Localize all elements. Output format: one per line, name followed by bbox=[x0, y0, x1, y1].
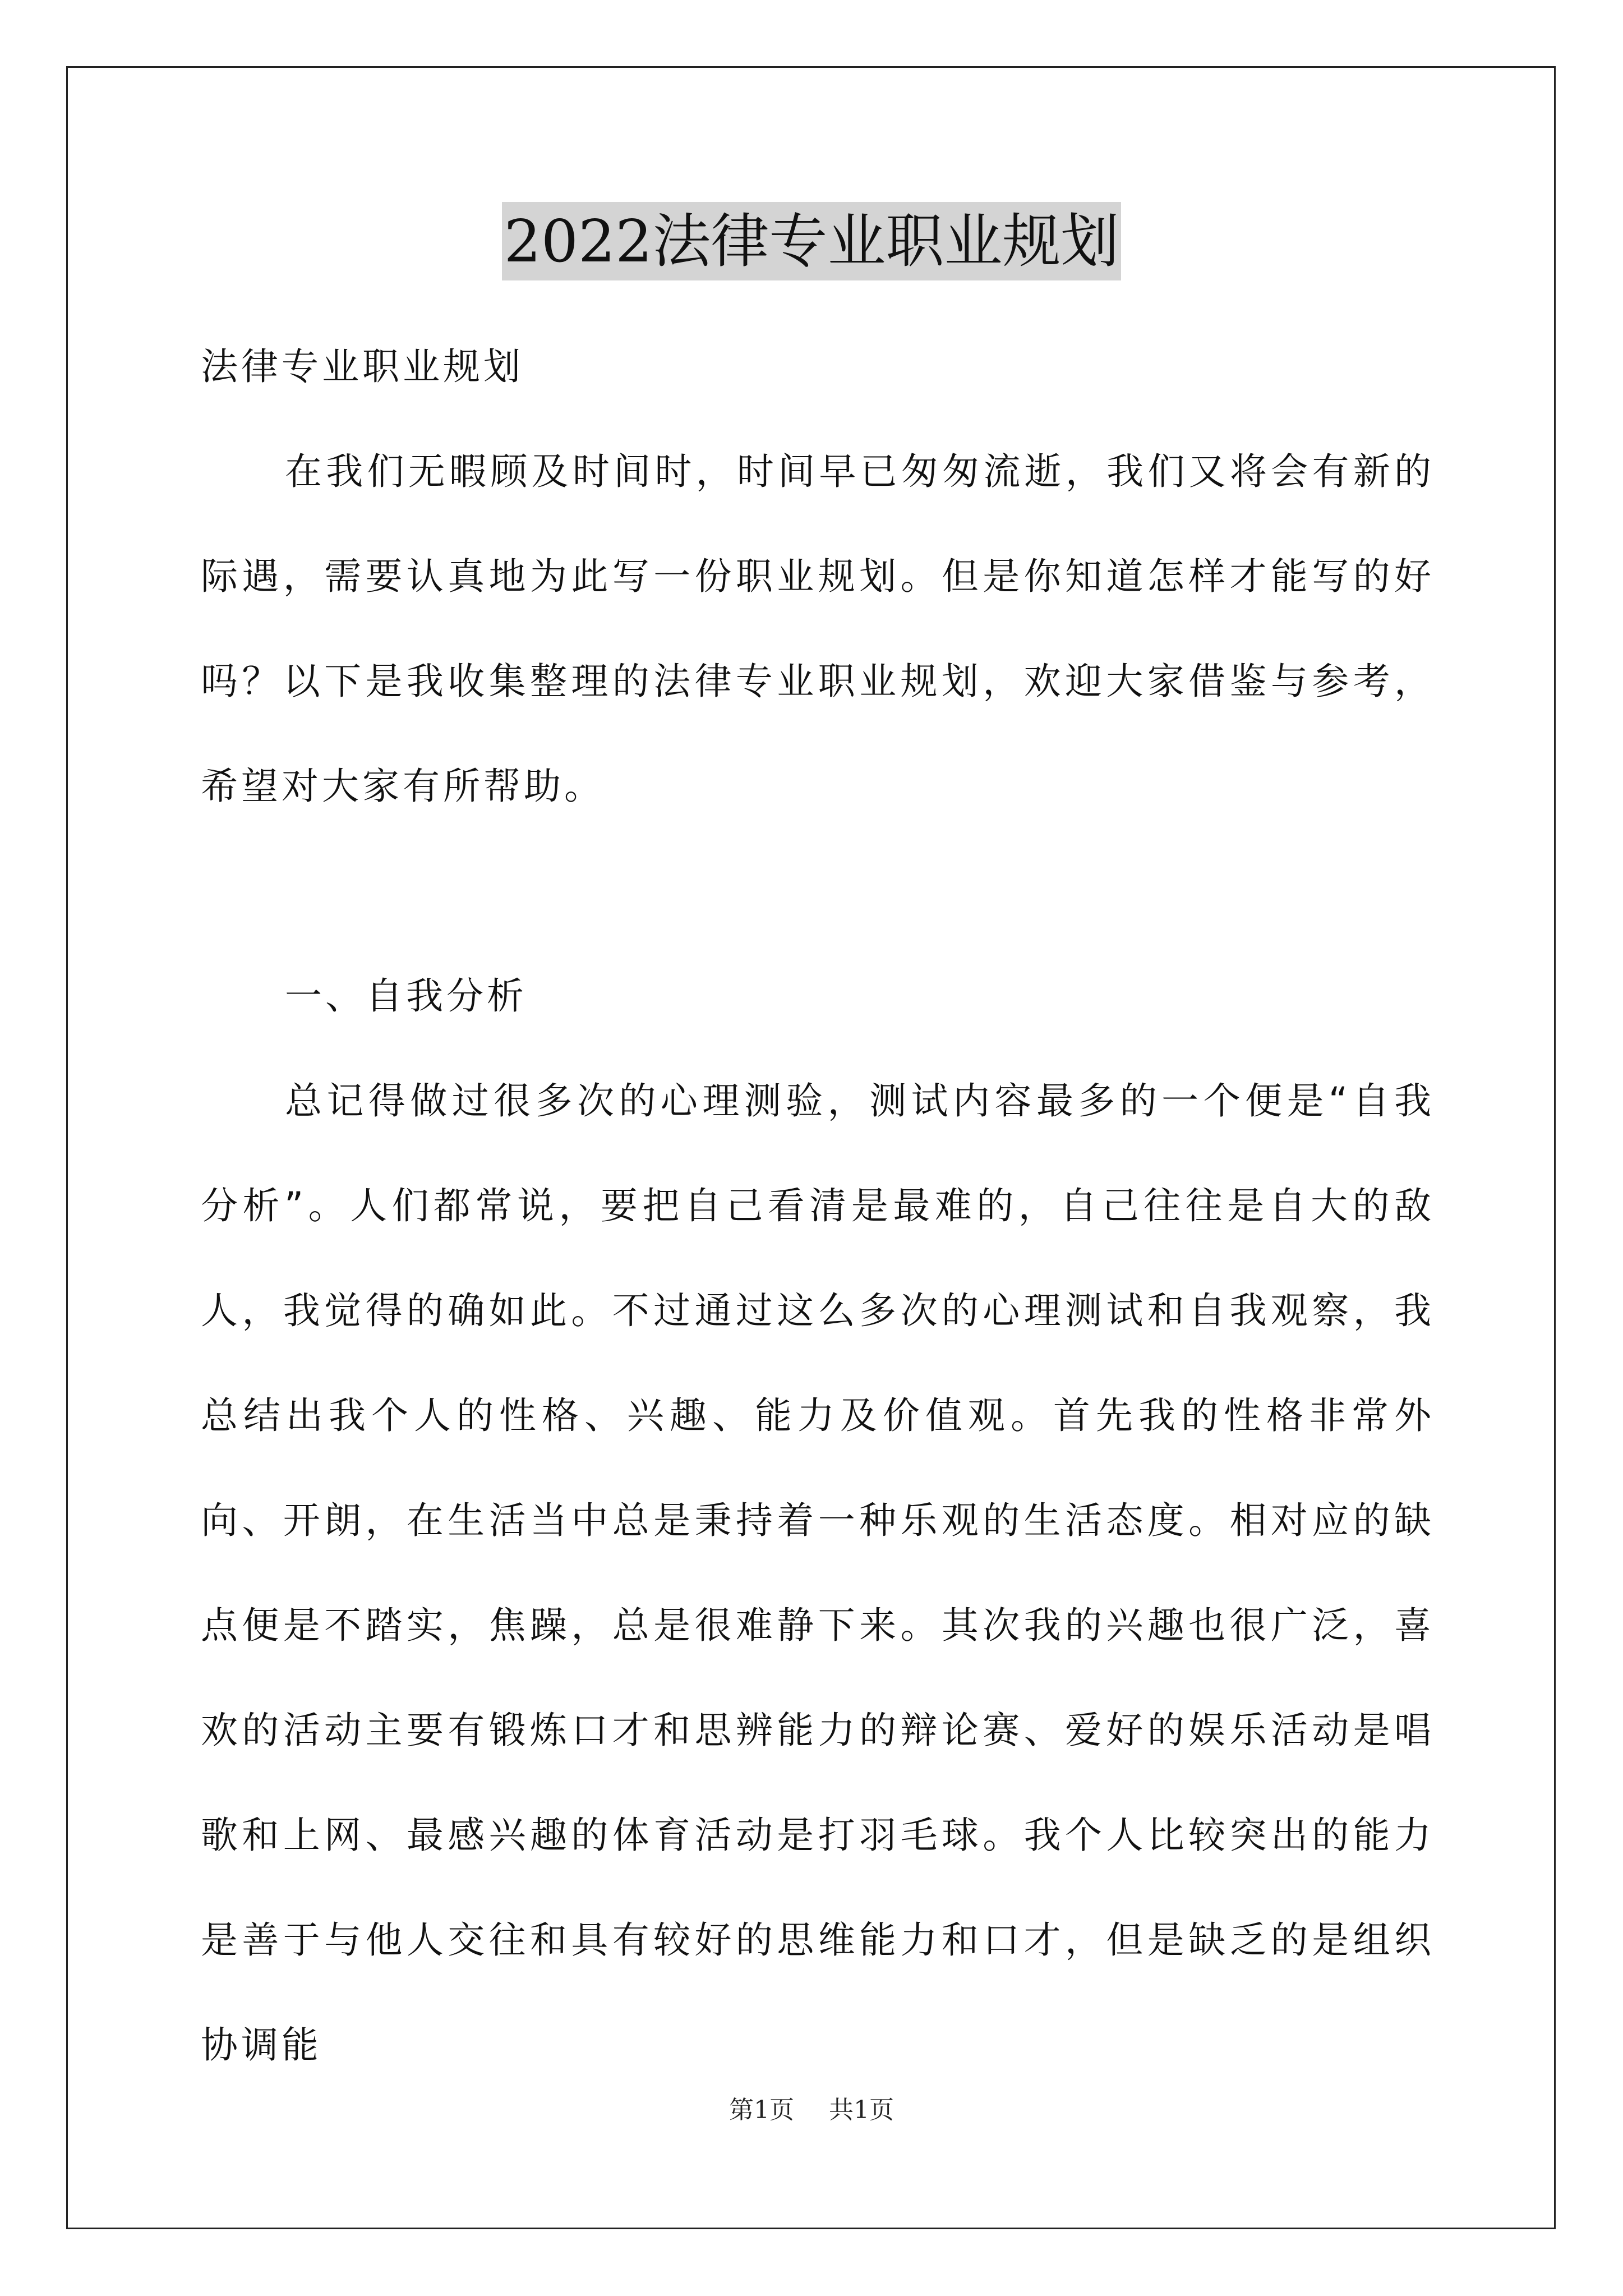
document-subtitle: 法律专业职业规划 bbox=[201, 345, 524, 388]
page-number-current: 第1页 bbox=[729, 2096, 794, 2124]
section-heading-self-analysis: 一、自我分析 bbox=[285, 974, 527, 1018]
document-body bbox=[201, 314, 1435, 2097]
self-analysis-paragraph: 总记得做过很多次的心理测验，测试内容最多的一个便是“自我分析”。人们都常说，要把自己看清是最难的，自己往往是自大的敌人，我觉得的确如此。不过通过这么多次的心理测试和自我观察，我总结出我个人的性格、兴趣、能力及价值观。首先我的性格非常外向、开朗，在生活当中总是秉持着一种乐观的生活态度。相对应的缺点便是不踏实，焦躁，总是很难静下来。其次我的兴趣也很广泛，喜欢的活动主要有锻炼口才和思辨能力的辩论赛、爱好的娱乐活动是唱歌和上网、最感兴趣的体育活动是打羽毛球。我个人比较突出的能力是善于与他人交往和具有较好的思维能力和口才，但是缺乏的是组织协调能 bbox=[201, 1079, 1435, 2067]
intro-paragraph: 在我们无暇顾及时间时，时间早已匆匆流逝，我们又将会有新的际遇，需要认真地为此写一份职业规划。但是你知道怎样才能写的好吗？以下是我收集整理的法律专业职业规划，欢迎大家借鉴与参考，希望对大家有所帮助。 bbox=[201, 450, 1435, 808]
paragraph-spacer bbox=[201, 839, 1435, 944]
page-number-total: 共1页 bbox=[829, 2096, 894, 2124]
title-container bbox=[0, 202, 1623, 280]
page-footer bbox=[0, 2090, 1623, 2125]
document-title: 2022法律专业职业规划 bbox=[502, 202, 1122, 280]
